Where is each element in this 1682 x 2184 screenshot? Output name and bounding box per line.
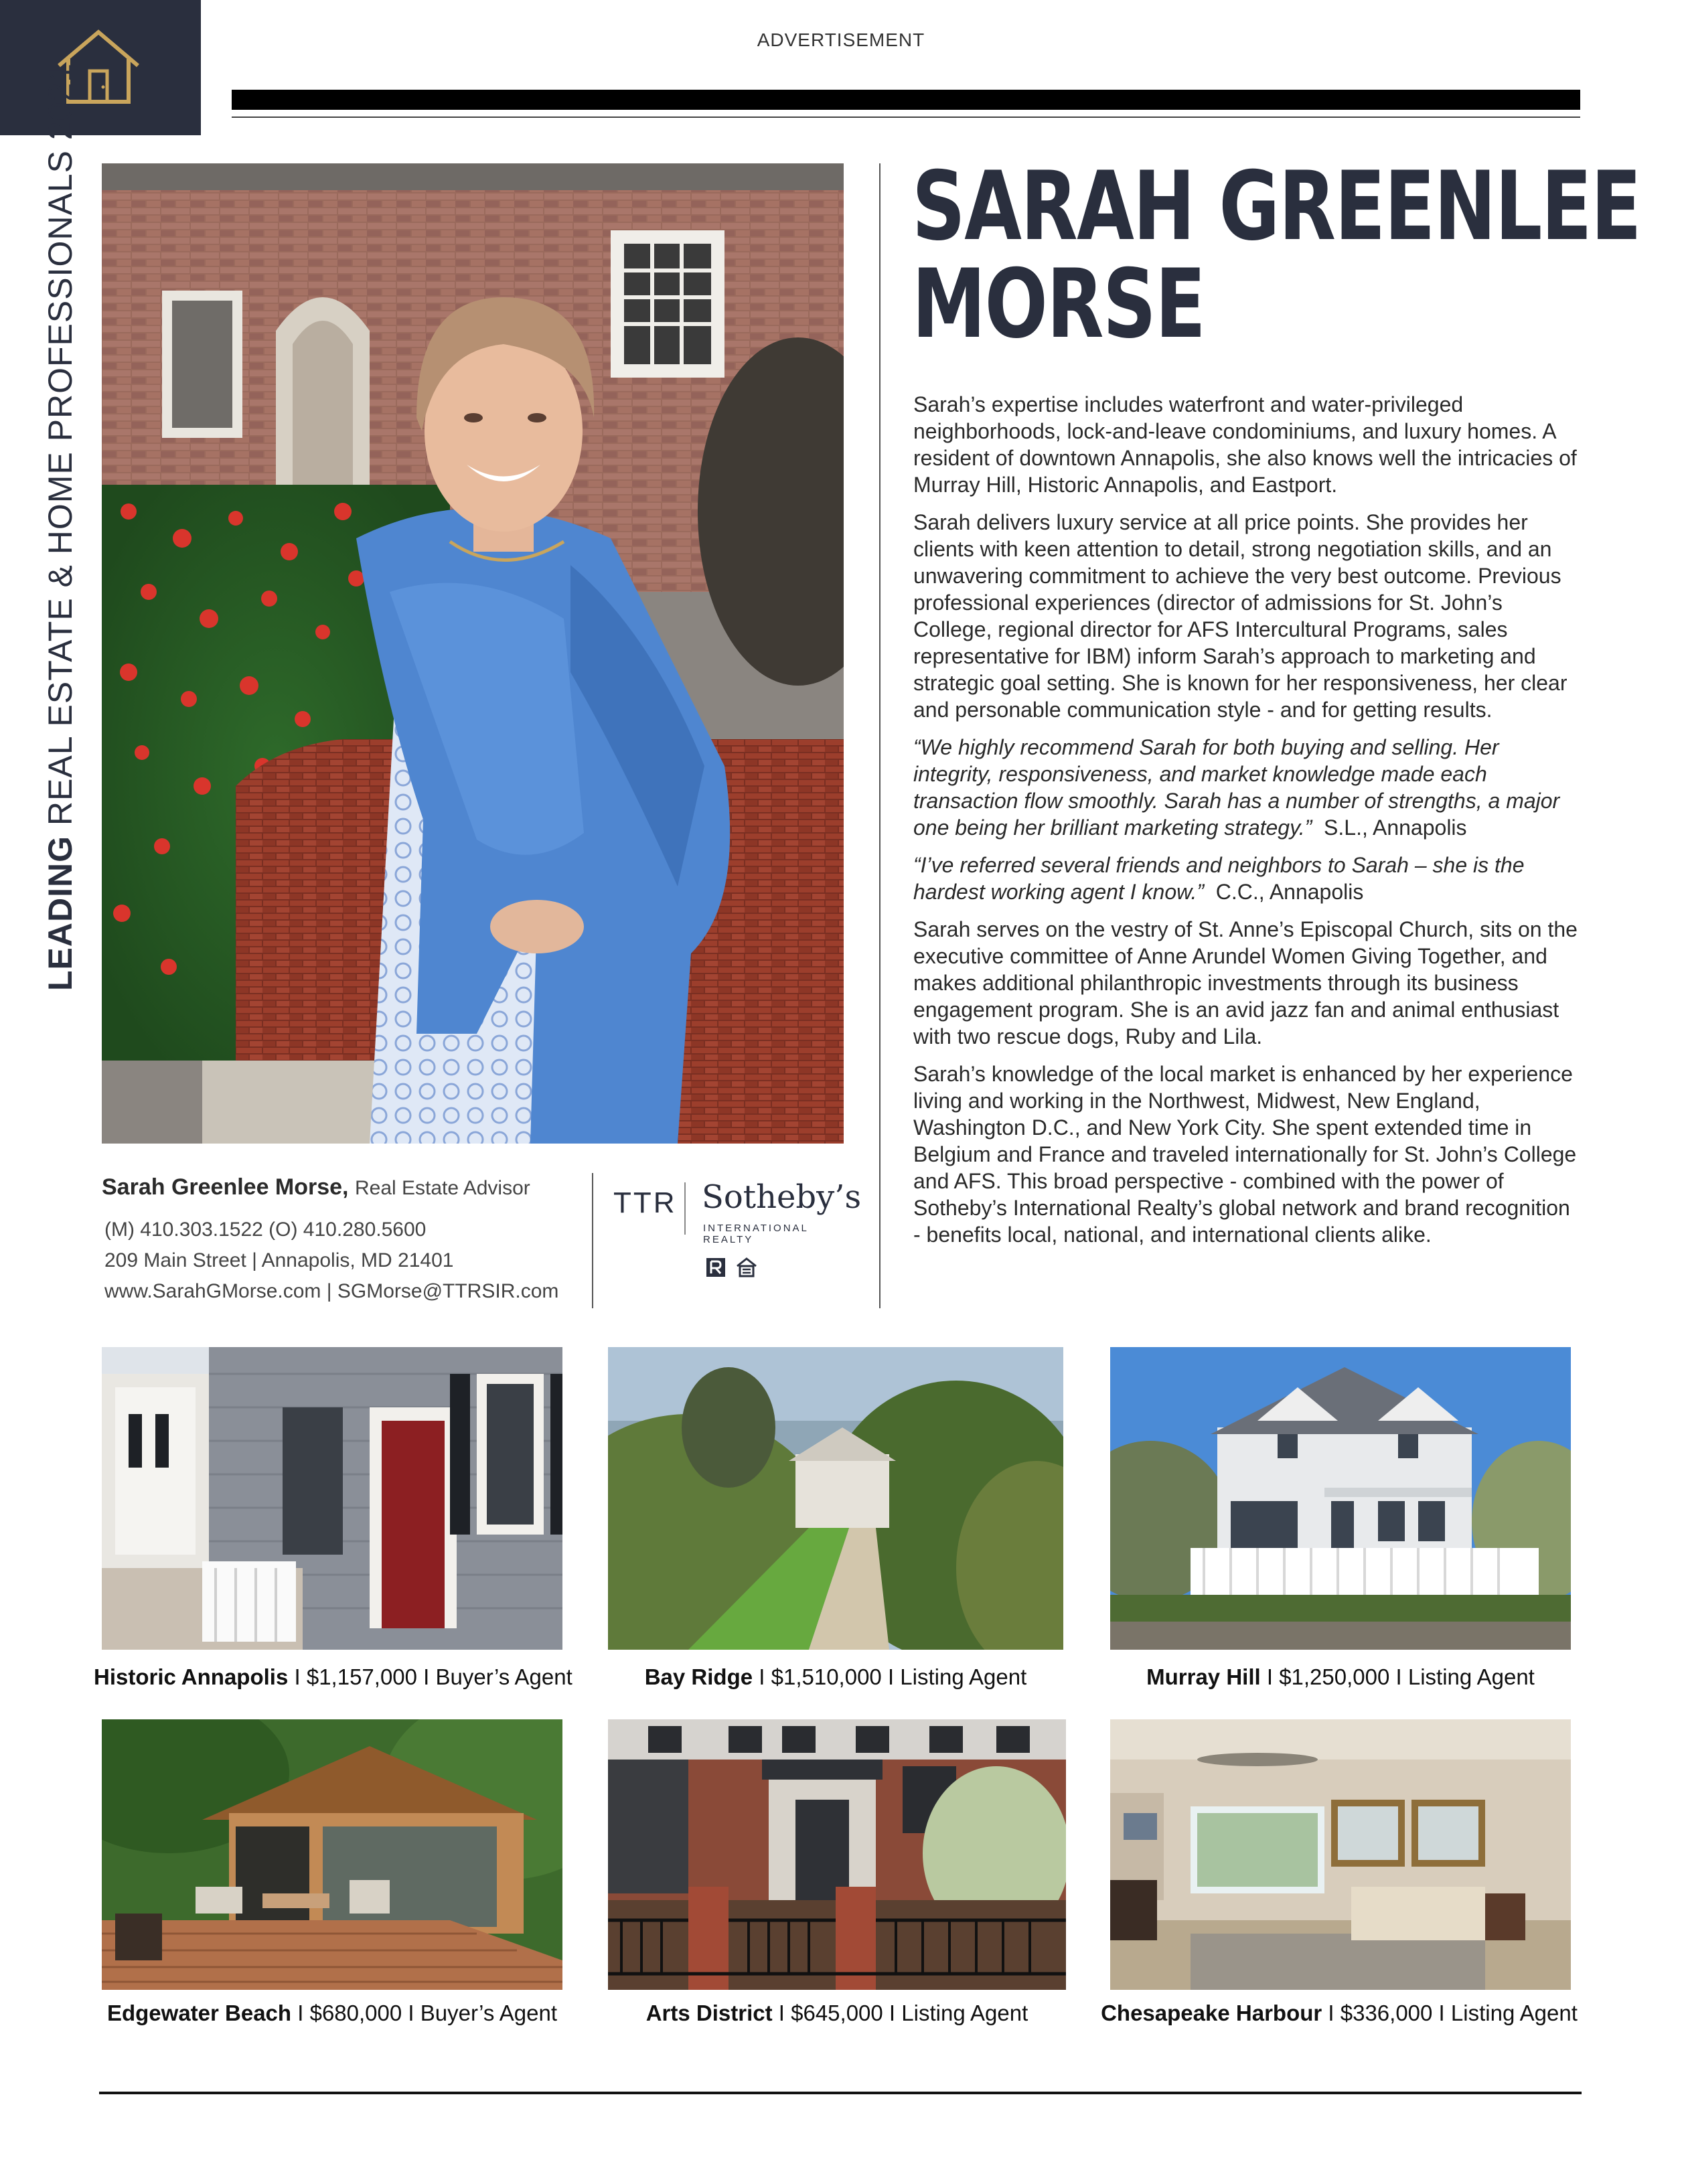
listing-price: $645,000 [791,2001,883,2025]
testimonial-attribution: S.L., Annapolis [1324,815,1467,840]
listing-role: Listing Agent [900,1664,1027,1689]
brokerage-logo [613,1178,862,1306]
logo-block [0,0,201,135]
contact-web-email[interactable]: www.SarahGMorse.com | SGMorse@TTRSIR.com [104,1280,559,1302]
caption-separator: I [288,1664,307,1689]
listing-caption: Chesapeake Harbour I $336,000 I Listing Agent [1101,2001,1578,2025]
column-divider [879,163,881,1308]
advertisement-label: ADVERTISEMENT [757,29,925,50]
bio-paragraph: Sarah’s expertise includes waterfront and water-privileged neighborhoods, lock-and-leave condominiums, and luxury homes. A resident of downtown Annapolis, she also knows well the intricacies of Murray Hill, Historic Annapolis, and Eastport. [913,392,1577,497]
caption-separator: I [1260,1664,1280,1689]
listing-role: Listing Agent [1407,1664,1535,1689]
listing-role: Listing Agent [1450,2001,1578,2025]
listing-caption: Edgewater Beach I $680,000 I Buyer’s Agent [106,2001,558,2025]
listing-area: Murray Hill [1146,1664,1261,1689]
testimonial [913,852,1583,905]
brand-separator [684,1182,686,1235]
headline-line-2: MORSE [912,249,1205,360]
listing-caption: Murray Hill I $1,250,000 I Listing Agent [1146,1664,1535,1689]
agent-bio [913,391,1583,1259]
caption-separator: I [1322,2001,1341,2025]
agent-headline [912,151,1641,360]
listing-caption: Historic Annapolis I $1,157,000 I Buyer’s Agent [94,1664,572,1689]
side-title-rest: REAL ESTATE & HOME PROFESSIONALS 2021 [42,62,79,836]
listing-photo-arts-district [608,1719,1066,1990]
caption-separator: I [291,2001,310,2025]
top-black-bar [232,90,1580,110]
listing-area: Edgewater Beach [106,2001,292,2025]
caption-separator: I [753,1664,771,1689]
agent-role: Real Estate Advisor [354,1177,530,1199]
bio-paragraph: Sarah serves on the vestry of St. Anne’s Episcopal Church, sits on the executive committee of Anne Arundel Women Giving Together, and makes additional philanthropic investments through its business engagement program. She is an avid jazz fan and animal enthusiast with two rescue dogs, Ruby and Lila. [913,917,1578,1048]
bio-paragraph: Sarah’s knowledge of the local market is enhanced by her experience living and working in the Northwest, Midwest, New England, Washington D.C., and New York City. She spent extended time in Belgium and France and traveled internationally for St. John’s College and AFS. This broad perspective - combined with the power of Sotheby’s International Realty’s global network and brand recognition - benefits local, national, and international clients alike. [913,1062,1577,1247]
side-title-bold: LEADING [42,836,79,991]
bio-paragraph: Sarah delivers luxury service at all price points. She provides her clients with keen attention to detail, strong negotiation skills, and an unwavering commitment to achieve the very best outcome. Previous professional experiences (director of admissions for St. John’s College, regional director for AFS Intercultural Programs, sales representative for IBM) inform Sarah’s approach to marketing and strategic goal setting. She is known for her responsiveness, her clear and personable communication style - and for getting results. [913,510,1568,722]
listing-photo-historic-annapolis [102,1347,562,1650]
testimonial-attribution: C.C., Annapolis [1215,880,1364,904]
top-rule [232,116,1580,118]
ttr-logo: TTR [613,1186,677,1219]
listing-area: Chesapeake Harbour [1101,2001,1322,2025]
testimonial-text: “We highly recommend Sarah for both buying and selling. Her integrity, responsiveness, and market knowledge made each transaction flow smoothly. Sarah has a number of strengths, a major one being her brilliant marketing strategy.” [913,735,1560,840]
caption-separator: I [772,2001,791,2025]
testimonial-text: “I’ve referred several friends and neighbors to Sarah – she is the hardest working agent I know.” [913,853,1525,904]
headline-line-1: SARAH GREENLEE [912,151,1641,262]
listing-area: Bay Ridge [644,1664,753,1689]
agent-name: Sarah Greenlee Morse, [102,1174,349,1200]
bottom-rule [99,2092,1582,2094]
listing-photo-bay-ridge [608,1347,1063,1650]
listing-price: $680,000 [309,2001,402,2025]
listing-role: Listing Agent [901,2001,1028,2025]
listing-photo-murray-hill [1110,1347,1571,1650]
contact-phone: (M) 410.303.1522 (O) 410.280.5600 [104,1219,427,1241]
contact-name [102,1174,530,1200]
section-side-title [33,62,87,991]
sothebys-logo: Sotheby’s [702,1178,862,1216]
listing-price: $336,000 [1340,2001,1433,2025]
contact-address: 209 Main Street | Annapolis, MD 21401 [104,1249,454,1271]
listing-caption: Bay Ridge I $1,510,000 I Listing Agent [644,1664,1027,1689]
listing-price: $1,250,000 [1279,1664,1390,1689]
realtor-icon [706,1257,726,1277]
listing-price: $1,157,000 [306,1664,418,1689]
listing-photo-chesapeake-harbour [1110,1719,1571,1990]
equal-housing-icon [735,1256,758,1279]
listing-photo-edgewater-beach [102,1719,562,1990]
listing-area: Historic Annapolis [94,1664,289,1689]
listing-price: $1,510,000 [771,1664,882,1689]
listing-area: Arts District [645,2001,773,2025]
sothebys-subtitle: INTERNATIONAL REALTY [703,1223,809,1245]
listing-caption: Arts District I $645,000 I Listing Agent [645,2001,1028,2025]
listing-role: Buyer’s Agent [435,1664,572,1689]
agent-portrait-photo [102,163,844,1144]
listing-role: Buyer’s Agent [420,2001,558,2025]
testimonial [913,734,1583,841]
contact-divider [592,1173,593,1308]
